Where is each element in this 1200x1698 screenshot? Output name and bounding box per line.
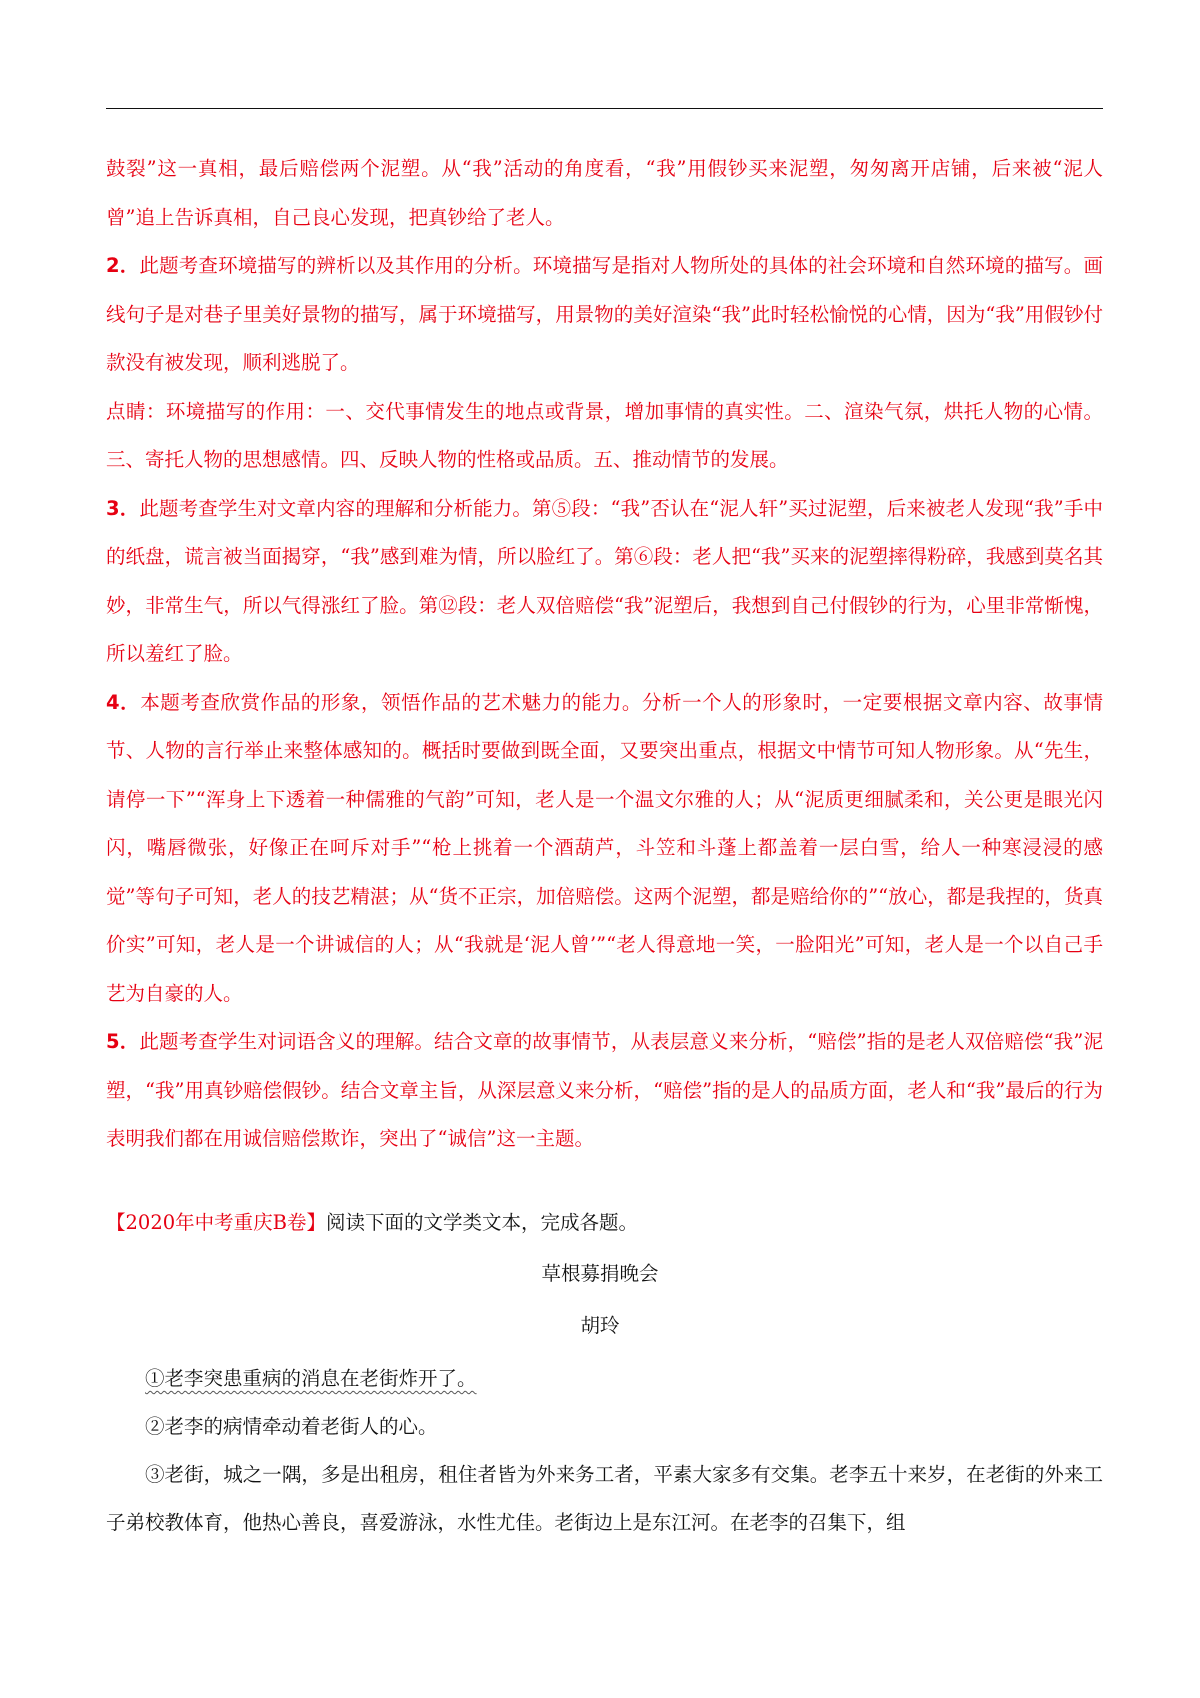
answer-3 — [106, 485, 1103, 679]
answer-analysis — [106, 145, 1103, 1164]
answer-number: 3． — [106, 496, 140, 520]
answer-number: 2． — [106, 254, 140, 277]
answer-text: 本题考查欣赏作品的形象，领悟作品的艺术魅力的能力。分析一个人的形象时，一定要根据文章内容、故事情节、人物的言行举止来整体感知的。概括时要做到既全面，又要突出重点，根据文中情节可知人物形象。从“先生，请停一下”“浑身上下透着一种儒雅的气韵”可知，老人是一个温文尔雅的人；从“泥质更细腻柔和，关公更是眼光闪闪，嘴唇微张，好像正在呵斥对手”“枪上挑着一个酒葫芦，斗笠和斗蓬上都盖着一层白雪，给人一种寒浸浸的感觉”等句子可知，老人的技艺精湛；从“货不正宗，加倍赔偿。这两个泥塑，都是赔给你的”“放心，都是我捏的，货真价实”可知，老人是一个讲诚信的人；从“我就是‘泥人曾’”“老人得意地一笑，一脸阳光”可知，老人是一个以自己手艺为自豪的人。 — [106, 690, 1103, 1005]
answer-1-continued: 鼓裂”这一真相，最后赔偿两个泥塑。从“我”活动的角度看，“我”用假钞买来泥塑，匆匆离开店铺，后来被“泥人曾”追上告诉真相，自己良心发现，把真钞给了老人。 — [106, 157, 1103, 229]
answer-text: 此题考查学生对文章内容的理解和分析能力。第⑤段：“我”否认在“泥人轩”买过泥塑，后来被老人发现“我”手中的纸盘，谎言被当面揭穿，“我”感到难为情，所以脸红了。第⑥段：老人把“我”买来的泥塑摔得粉碎，我感到莫名其妙，非常生气，所以气得涨红了脸。第⑫段：老人双倍赔偿“我”泥塑后，我想到自己付假钞的行为，心里非常惭愧，所以羞红了脸。 — [106, 496, 1103, 665]
question-header — [106, 1205, 1103, 1241]
answer-number: 4． — [106, 690, 141, 714]
paragraph-1-text: ①老李突患重病的消息在老街炸开了。 — [145, 1367, 477, 1390]
article-body — [106, 1355, 1103, 1547]
article-author: 胡玲 — [580, 1314, 620, 1337]
answer-4 — [106, 679, 1103, 1019]
tip-note: 点睛：环境描写的作用：一、交代事情发生的地点或背景，增加事情的真实性。二、渲染气氛，烘托人物的心情。三、寄托人物的思想感情。四、反映人物的性格或品质。五、推动情节的发展。 — [106, 399, 1103, 471]
answer-text: 此题考查学生对词语含义的理解。结合文章的故事情节，从表层意义来分析，“赔偿”指的是老人双倍赔偿“我”泥塑，“我”用真钞赔偿假钞。结合文章主旨，从深层意义来分析，“赔偿”指的是人的品质方面，老人和“我”最后的行为表明我们都在用诚信赔偿欺诈，突出了“诚信”这一主题。 — [106, 1030, 1103, 1150]
answer-5 — [106, 1018, 1103, 1164]
article-title: 草根募捐晚会 — [541, 1262, 659, 1285]
paragraph-2: ②老李的病情牵动着老街人的心。 — [145, 1415, 438, 1438]
answer-number: 5． — [106, 1030, 140, 1053]
paragraph-1 — [106, 1355, 1103, 1403]
question-instruction: 阅读下面的文学类文本，完成各题。 — [325, 1211, 638, 1234]
question-source: 【2020年中考重庆B卷】 — [106, 1211, 326, 1234]
answer-text: 此题考查环境描写的辨析以及其作用的分析。环境描写是指对人物所处的具体的社会环境和自然环境的描写。画线句子是对巷子里美好景物的描写，属于环境描写，用景物的美好渲染“我”此时轻松愉悦的心情，因为“我”用假钞付款没有被发现，顺利逃脱了。 — [106, 254, 1103, 374]
paragraph-3: ③老街，城之一隅，多是出租房，租住者皆为外来务工者，平素大家多有交集。老李五十来岁，在老街的外来工子弟校教体育，他热心善良，喜爱游泳，水性尤佳。老街边上是东江河。在老李的召集下，组 — [106, 1463, 1103, 1534]
header-rule — [106, 108, 1103, 109]
answer-2 — [106, 242, 1103, 388]
